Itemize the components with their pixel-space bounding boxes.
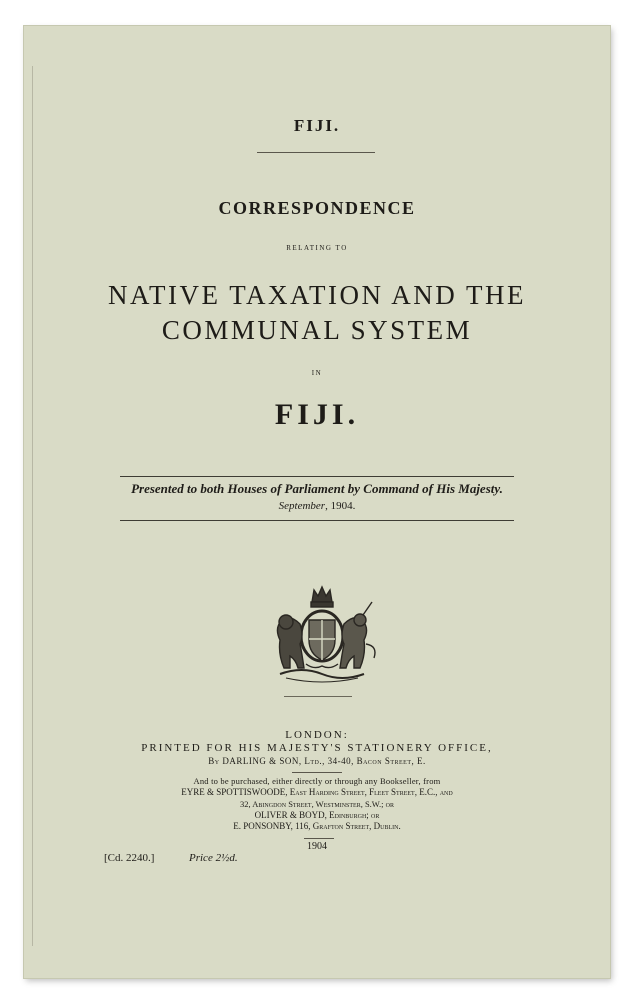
imprint-oliver: OLIVER & BOYD, Edinburgh; or — [254, 810, 380, 820]
presented-line: Presented to both Houses of Parliament by Command of His Majesty. — [131, 481, 503, 496]
price-label: Price 2½d. — [189, 852, 238, 864]
presented-bottom-rule — [120, 520, 514, 521]
imprint-abingdon: 32, Abingdon Street, Westminster, S.W.; or — [239, 799, 394, 809]
date-month: September — [278, 500, 326, 512]
heading: CORRESPONDENCE — [218, 198, 416, 218]
relating-to-label: RELATING TO — [286, 244, 348, 252]
header-rule — [257, 152, 375, 153]
in-label: IN — [311, 369, 323, 377]
title-line-2: COMMUNAL SYSTEM — [161, 315, 473, 345]
imprint-eyre: EYRE & SPOTTISWOODE, East Harding Street, Fleet Street, E.C., and — [181, 787, 453, 797]
presented-top-rule — [120, 476, 514, 477]
crest-rule — [284, 696, 352, 697]
imprint-ponsonby: E. PONSONBY, 116, Grafton Street, Dublin. — [233, 821, 401, 831]
title-line-1: NATIVE TAXATION AND THE — [107, 280, 527, 310]
date-line — [24, 500, 610, 512]
imprint-purchase: And to be purchased, either directly or through any Bookseller, from — [193, 776, 441, 786]
place-title: FIJI. — [274, 398, 360, 431]
imprint-rule — [292, 772, 342, 773]
imprint-city: LONDON: — [285, 729, 349, 741]
imprint-year: 1904 — [307, 841, 327, 852]
imprint-by: By DARLING & SON, Ltd., 34-40, Bacon Street, E. — [208, 756, 426, 766]
command-number: [Cd. 2240.] — [104, 852, 155, 864]
royal-coat-of-arms-icon — [262, 584, 382, 689]
imprint-printer: PRINTED FOR HIS MAJESTY'S STATIONERY OFFICE, — [141, 742, 493, 754]
imprint-rule-2 — [304, 838, 334, 839]
date-year: , 1904. — [325, 500, 356, 512]
document-page — [24, 26, 610, 978]
header-title: FIJI. — [293, 116, 341, 135]
